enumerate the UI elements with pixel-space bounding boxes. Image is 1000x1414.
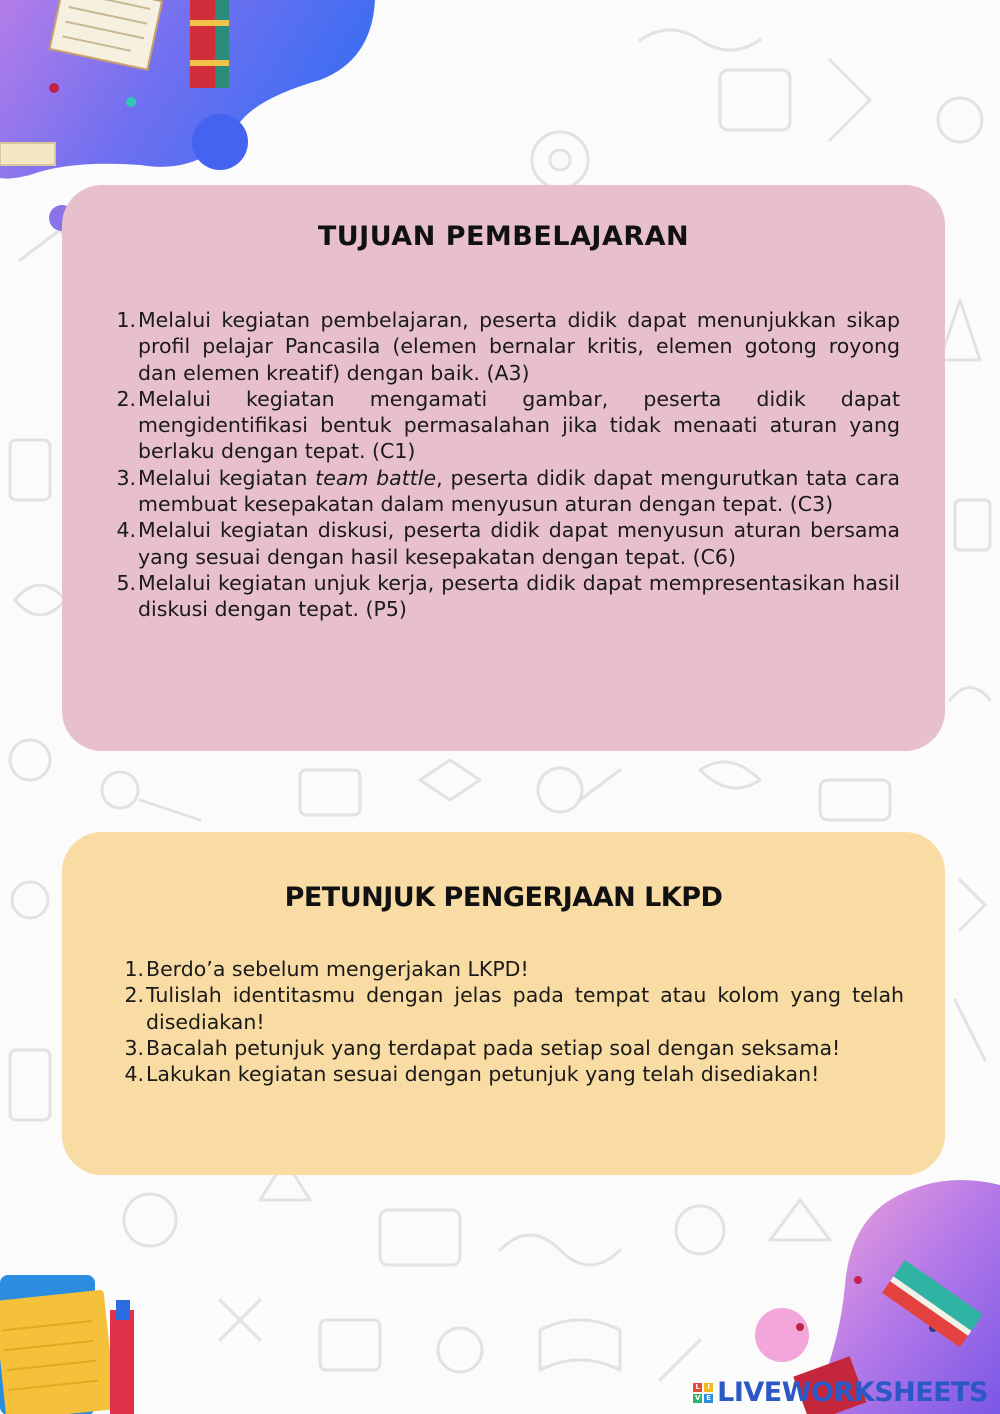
item-text (138, 465, 900, 518)
tujuan-list (110, 307, 900, 623)
item-text-after: , peserta didik dapat mengurutkan tata cara membuat kesepakatan dalam menyusun aturan dengan tepat. (C3) (138, 465, 900, 517)
item-text: Bacalah petunjuk yang terdapat pada setiap soal dengan seksama! (146, 1035, 841, 1060)
item-text: Melalui kegiatan unjuk kerja, peserta didik dapat mempresentasikan hasil diskusi dengan tepat. (P5) (138, 570, 900, 622)
liveworksheets-text: LIVEWORKSHEETS (717, 1377, 988, 1408)
list-item (110, 386, 900, 465)
tujuan-title: TUJUAN PEMBELAJARAN (317, 221, 690, 252)
item-text: Tulislah identitasmu dengan jelas pada tempat atau kolom yang telah disediakan! (146, 983, 904, 1034)
item-number: 2. (116, 386, 136, 411)
list-item (114, 982, 904, 1035)
petunjuk-pengerjaan-card (62, 832, 945, 1175)
item-text: Lakukan kegiatan sesuai dengan petunjuk yang telah disediakan! (146, 1062, 820, 1087)
item-text: Melalui kegiatan diskusi, peserta didik dapat menyusun aturan bersama yang sesuai dengan hasil kesepakatan dengan tepat. (C6) (138, 518, 900, 569)
item-number: 1. (124, 957, 144, 981)
bottom-left-books (0, 1265, 160, 1414)
list-item (114, 1035, 904, 1061)
item-number: 1. (116, 308, 136, 332)
item-number: 4. (124, 1062, 144, 1087)
list-item (110, 517, 900, 570)
item-number: 4. (116, 518, 136, 543)
item-number: 3. (116, 465, 136, 490)
item-text: Berdo’a sebelum mengerjakan LKPD! (146, 957, 529, 981)
tujuan-pembelajaran-card (62, 185, 945, 751)
item-number: 5. (116, 570, 136, 595)
petunjuk-title: PETUNJUK PENGERJAAN LKPD (284, 882, 723, 913)
item-number: 3. (124, 1035, 144, 1060)
item-number: 2. (124, 983, 144, 1008)
item-text-italic: team battle (315, 465, 437, 490)
petunjuk-list (114, 956, 904, 1087)
item-text-before: Melalui kegiatan (138, 465, 316, 490)
liveworksheets-logo[interactable] (693, 1377, 988, 1408)
list-item (110, 465, 900, 518)
item-text: Melalui kegiatan pembelajaran, peserta didik dapat menunjukkan sikap profil pelajar Pancasila (elemen bernalar kritis, elemen gotong royong dan elemen kreatif) dengan baik. (A3) (138, 308, 900, 385)
item-text: Melalui kegiatan mengamati gambar, peserta didik dapat mengidentifikasi bentuk permasalahan jika tidak menaati aturan yang berlaku dengan tepat. (C1) (138, 386, 900, 464)
list-item (114, 1061, 904, 1087)
list-item (114, 956, 904, 982)
list-item (110, 570, 900, 623)
liveworksheets-mark-icon: L I V E (693, 1383, 713, 1403)
list-item (110, 307, 900, 386)
